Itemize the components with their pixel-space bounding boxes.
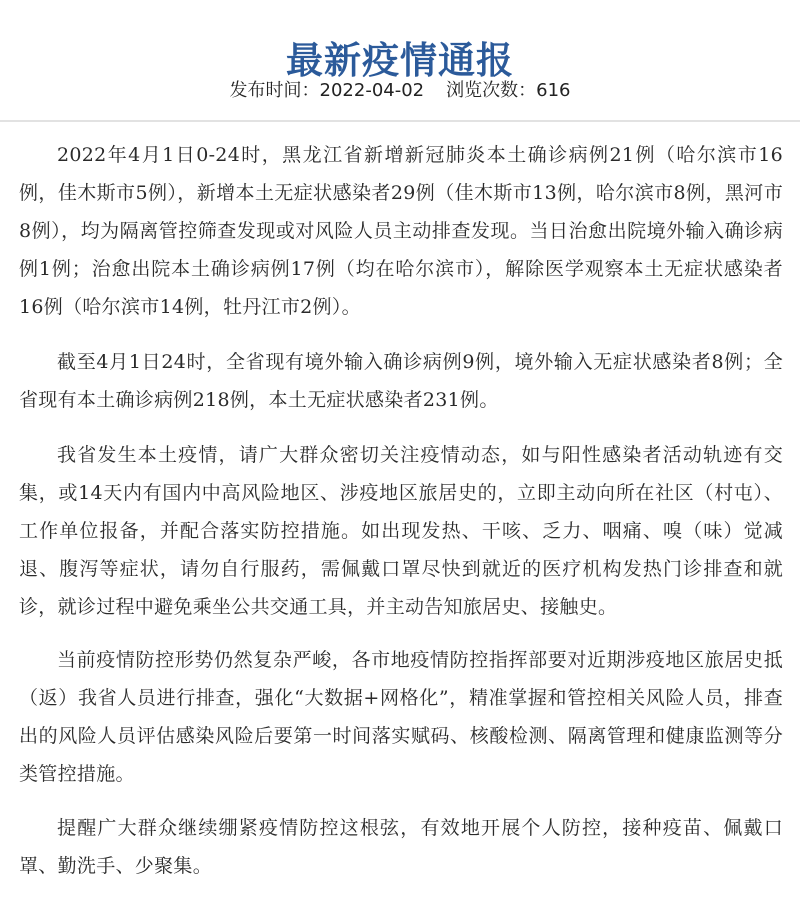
views-label: 浏览次数：	[446, 80, 537, 101]
paragraph-current-cases: 截至4月1日24时，全省现有境外输入确诊病例9例，境外输入无症状感染者8例；全省现有本土确诊病例218例，本土无症状感染者231例。	[19, 351, 783, 411]
page-title: 最新疫情通报	[286, 38, 514, 82]
paragraph-reminder: 提醒广大群众继续绷紧疫情防控这根弦，有效地开展个人防控，接种疫苗、佩戴口罩、勤洗手、少聚集。	[19, 817, 783, 877]
paragraph-new-cases: 2022年4月1日0-24时，黑龙江省新增新冠肺炎本土确诊病例21例（哈尔滨市16例，佳木斯市5例），新增本土无症状感染者29例（佳木斯市13例，哈尔滨市8例，黑河市8例），均为隔离管控筛查发现或对风险人员主动排查发现。当日治愈出院境外输入确诊病例1例；治愈出院本土确诊病例17例（均在哈尔滨市），解除医学观察本土无症状感染者16例（哈尔滨市14例，牡丹江市2例）。	[19, 144, 783, 318]
article-body	[19, 136, 783, 902]
article-meta	[0, 76, 800, 106]
paragraph-public-advice: 我省发生本土疫情，请广大群众密切关注疫情动态，如与阳性感染者活动轨迹有交集，或14天内有国内中高风险地区、涉疫地区旅居史的，立即主动向所在社区（村屯）、工作单位报备，并配合落实防控措施。如出现发热、干咳、乏力、咽痛、嗅（味）觉减退、腹泻等症状，请勿自行服药，需佩戴口罩尽快到就近的医疗机构发热门诊排查和就诊，就诊过程中避免乘坐公共交通工具，并主动告知旅居史、接触史。	[19, 444, 783, 618]
publish-label: 发布时间：	[229, 80, 320, 101]
paragraph-control-measures: 当前疫情防控形势仍然复杂严峻，各市地疫情防控指挥部要对近期涉疫地区旅居史抵（返）我省人员进行排查，强化“大数据+网格化”，精准掌握和管控相关风险人员，排查出的风险人员评估感染风险后要第一时间落实赋码、核酸检测、隔离管理和健康监测等分类管控措施。	[19, 649, 783, 785]
publish-date: 2022-04-02	[319, 80, 425, 101]
views-count: 616	[536, 80, 571, 101]
divider	[0, 120, 800, 122]
